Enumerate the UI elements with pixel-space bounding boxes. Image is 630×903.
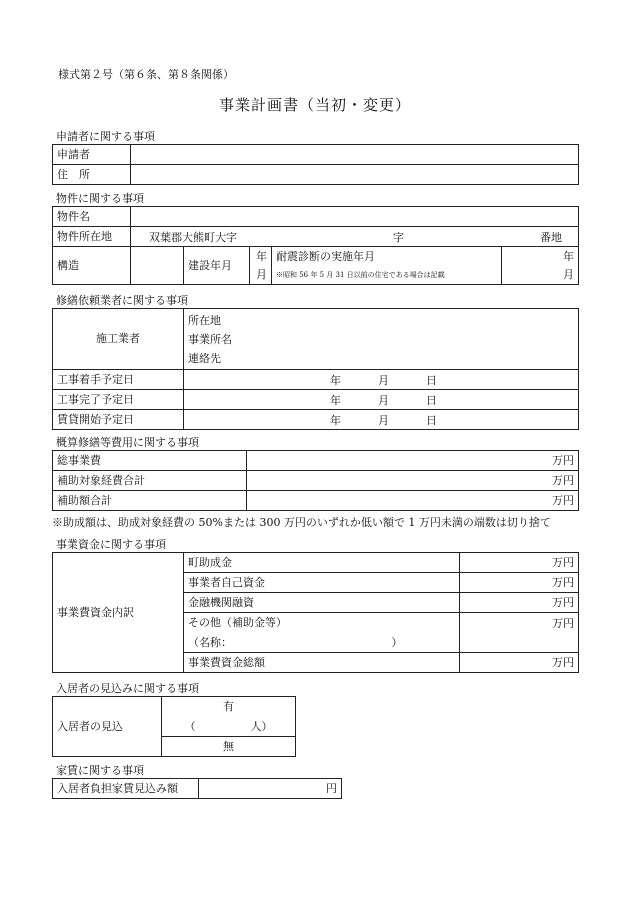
town-grant-label: 町助成金 [184,553,460,573]
tenant-count-field[interactable]: （ 人） [162,717,296,737]
section-property: 物件に関する事項 [56,192,144,205]
builder-office-label: 事業所名 [188,332,232,346]
builder-details[interactable] [184,309,579,370]
eligible-cost-label: 補助対象経費合計 [53,471,247,491]
tenant-yes-option[interactable]: 有 [162,697,296,717]
section-rent: 家賃に関する事項 [56,764,144,777]
finish-day: 日 [426,394,437,407]
subsidy-total-field[interactable]: 万円 [247,491,579,511]
section-applicant: 申請者に関する事項 [56,130,155,143]
bank-loan-field[interactable]: 万円 [460,593,579,613]
builder-address-label: 所在地 [188,313,221,327]
section-funding: 事業資金に関する事項 [56,538,166,551]
rent-field[interactable]: 円 [199,779,342,799]
address-field[interactable] [131,165,579,185]
town-grant-field[interactable]: 万円 [460,553,579,573]
total-cost-label: 総事業費 [53,451,247,471]
funding-breakdown-label: 事業費資金内訳 [53,553,184,673]
start-date-label: 工事着手予定日 [53,370,184,390]
start-year: 年 [330,374,341,387]
lease-date-field[interactable] [184,410,579,430]
document-title: 事業計画書（当初・変更） [218,96,411,114]
tenant-no-option[interactable]: 無 [162,737,296,757]
structure-label: 構造 [53,247,131,285]
section-cost: 概算修繕等費用に関する事項 [56,436,199,449]
lease-year: 年 [330,414,341,427]
other-funds-name[interactable]: （名称： ） [184,633,460,653]
section-tenant: 入居者の見込みに関する事項 [56,682,199,695]
tenant-table [52,696,296,757]
property-name-label: 物件名 [53,207,131,227]
section-contractor: 修繕依頼業者に関する事項 [56,294,188,307]
property-location-field[interactable] [131,227,579,247]
start-date-field[interactable] [184,370,579,390]
funding-total-field[interactable]: 万円 [460,653,579,673]
finish-date-label: 工事完了予定日 [53,390,184,410]
funding-table [52,552,579,673]
funding-total-label: 事業費資金総額 [184,653,460,673]
subsidy-total-label: 補助額合計 [53,491,247,511]
contractor-table [52,308,579,430]
built-month[interactable]: 月 [250,266,272,285]
other-funds-field[interactable]: 万円 [460,613,579,653]
subsidy-note: ※助成額は、助成対象経費の 50%または 300 万円のいずれか低い額で 1 万円未満の端数は切り捨て [52,516,551,529]
form-number: 様式第２号（第６条、第８条関係） [58,68,234,81]
lease-month: 月 [378,414,389,427]
location-prefix: 双葉郡大熊町大字 [149,231,237,244]
structure-field[interactable] [131,247,184,285]
property-table [52,206,579,285]
bank-loan-label: 金融機関融資 [184,593,460,613]
own-funds-field[interactable]: 万円 [460,573,579,593]
applicant-label: 申請者 [53,145,131,165]
own-funds-label: 事業者自己資金 [184,573,460,593]
built-label: 建設年月 [184,247,250,285]
eligible-cost-field[interactable]: 万円 [247,471,579,491]
applicant-table [52,144,579,185]
built-year[interactable]: 年 [250,247,272,266]
finish-date-field[interactable] [184,390,579,410]
rent-label: 入居者負担家賃見込み額 [53,779,199,799]
start-month: 月 [378,374,389,387]
lease-date-label: 賃貸開始予定日 [53,410,184,430]
seismic-label: 耐震診断の実施年月 [272,247,502,266]
applicant-field[interactable] [131,145,579,165]
other-funds-label: その他（補助金等） [184,613,460,633]
start-day: 日 [426,374,437,387]
rent-table [52,778,342,799]
finish-month: 月 [378,394,389,407]
address-label: 住 所 [53,165,131,185]
seismic-year[interactable]: 年 [502,247,579,266]
total-cost-field[interactable]: 万円 [247,451,579,471]
seismic-month[interactable]: 月 [502,266,579,285]
tenant-label: 入居者の見込 [53,697,162,757]
cost-table [52,450,579,511]
location-banchi: 番地 [540,231,562,244]
builder-contact-label: 連絡先 [188,351,221,365]
seismic-note: ※昭和 56 年 5 月 31 日以前の住宅である場合は記載 [272,266,502,285]
lease-day: 日 [426,414,437,427]
location-aza: 字 [393,231,404,244]
property-name-field[interactable] [131,207,579,227]
property-location-label: 物件所在地 [53,227,131,247]
finish-year: 年 [330,394,341,407]
builder-label: 施工業者 [53,309,184,370]
